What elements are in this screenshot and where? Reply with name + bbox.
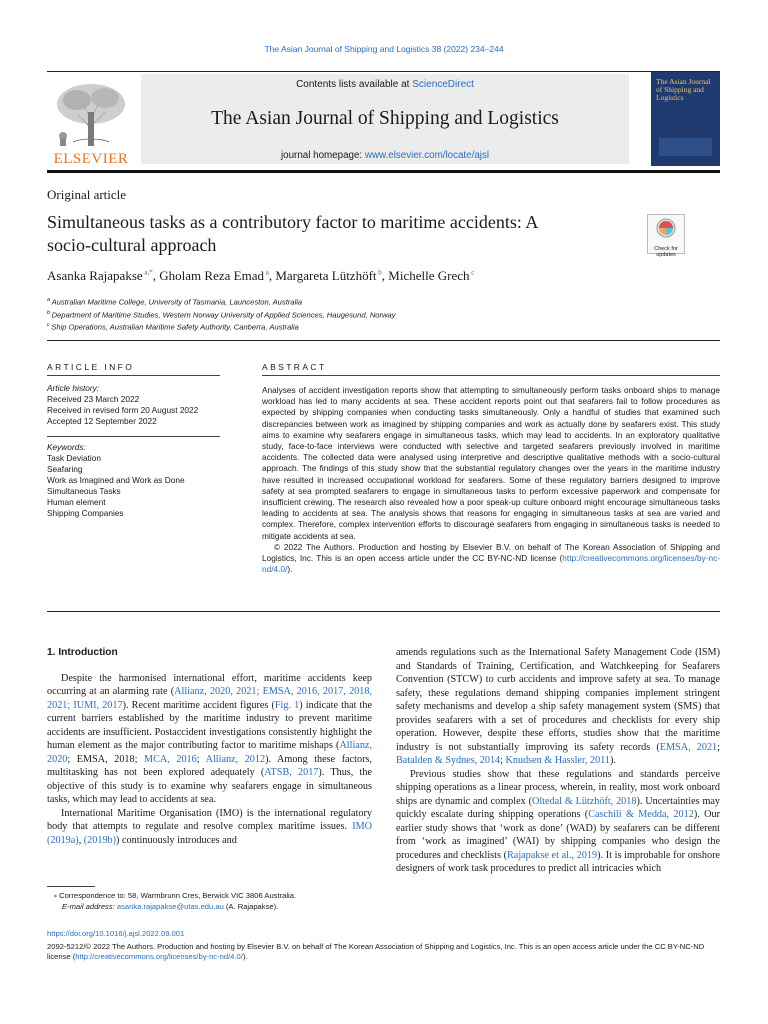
citation-link[interactable]: Knudsen & Hassler, 2011	[505, 755, 611, 766]
homepage-link[interactable]: www.elsevier.com/locate/ajsl	[364, 150, 490, 161]
issn-line	[47, 942, 720, 963]
abstract-end-rule	[47, 611, 720, 612]
keywords-block	[47, 442, 222, 519]
affiliation-marker: c	[47, 322, 52, 329]
journal-cover-thumbnail[interactable]	[651, 72, 720, 166]
keywords-list	[47, 453, 222, 519]
check-updates-icon	[648, 215, 684, 241]
footnote-star: ⁎	[54, 893, 57, 899]
left-column	[47, 646, 372, 847]
author-name[interactable]: Michelle Grech	[388, 268, 470, 283]
footer-license-link[interactable]: http://creativecommons.org/licenses/by-nc-nd/4.0/	[75, 952, 243, 961]
body-paragraph: Despite the harmonised international effort, maritime accidents keep occurring at an alarming rate (Allianz, 2020, 2021; EMSA, 2016, 2017, 2018, 2021; IUMI, 2017). Recent maritime accident figures (Fig. 1) indicate that the current barriers established by the maritime industry to prevent maritime accidents are insufficient. Postaccident investigations consistently highlight the human element as the major contributing factor to maritime mishaps (Allianz, 2020; EMSA, 2018; MCA, 2016; Allianz, 2012). Among these factors, multitasking has not been explored adequately (ATSB, 2017). Thus, the objective of this study is to examine why seafarers engage in simultaneous tasks, which may lead to accidents at sea.	[47, 672, 373, 805]
license-link[interactable]: http://creativecommons.org/licenses/by-nc-nd/4.0/	[262, 553, 720, 575]
affiliation-item	[47, 320, 396, 333]
top-rule	[47, 71, 720, 72]
keywords-label: Keywords:	[47, 442, 86, 452]
left-column-text	[47, 672, 372, 848]
abstract-text: Analyses of accident investigation reports show that attempting to simultaneously perform tasks onboard ships to manage workload has led to many accidents at sea. These accident reports point out that seafarers fail to follow procedures as expected by shipping companies when conducting tasks simultaneously. Only a handful of studies that examined such discrepancies between work as imagined by shipping companies and work as actually done by seafarers exist. This study aims to examine why seafarers engage in simultaneous tasks, which may lead to accidents. In an exploratory qualitative study, face-to-face interviews were conducted with selective and targeted seafarers previously involved in maritime accidents. The collected data were analysed using interpretive and descriptive qualitative methods with a socio-cultural approach. The findings of this study show that the substantial regulatory changes over the years in the maritime industry have resulted in increased occupational workload for seafarers. Some of these regulatory barriers designed to improve safety at sea prompted seafarers to engage in simultaneous tasks to perform excessive paperwork and compensate for insufficient crewing. The research also revealed how a poor speak-up culture onboard might encourage simultaneous tasks leading to accidents at sea. The analysis shows that reasons for engaging in simultaneous tasks at sea are varied and complex. Therefore, complex intervention efforts to discourage seafarers from engaging in simultaneous tasks is needed to mitigate accidents at sea.	[262, 385, 720, 541]
body-paragraph: amends regulations such as the International Safety Management Code (ISM) and Standards of Training, Certification, and Watchkeeping for Seafarers Convention (STCW) to curb accidents and improve safety at sea. To manage safety, these regulations demand shipping companies implement stringent safety mechanisms and develop a ship safety management system (SMS) that provides seafarers with a set of procedures and checklists for every ship operation. However, despite these efforts, studies show that the maritime industry is not substantially improving its safety records (EMSA, 2021; Batalden & Sydnes, 2014; Knudsen & Hassler, 2011).	[396, 647, 720, 766]
abstract-heading: ABSTRACT	[262, 362, 327, 372]
journal-citation[interactable]: The Asian Journal of Shipping and Logistics 38 (2022) 234–244	[264, 44, 504, 54]
correspondence-text: Correspondence to: 58, Warmbrunn Cres, Berwick VIC 3806 Australia.	[59, 891, 297, 900]
publisher-logo-text: ELSEVIER	[53, 151, 129, 167]
affiliation-text: Ship Operations, Australian Maritime Safety Authority, Canberra, Australia	[51, 322, 299, 332]
citation-link[interactable]: Allianz, 2020, 2021; EMSA, 2016, 2017, 2018, 2021; IUMI, 2017	[47, 686, 372, 711]
body-paragraph: International Maritime Organisation (IMO) is the international regulatory body that attempts to regulate and resolve complex maritime issues. IMO (2019a), (2019b)) continuously introduces and	[47, 807, 372, 846]
keyword-item: Human element	[47, 497, 106, 507]
article-title	[47, 211, 637, 257]
citation-link[interactable]: IMO (2019a)	[47, 821, 372, 846]
author-name[interactable]: Margareta Lützhöft	[275, 268, 377, 283]
keyword-item: Simultaneous Tasks	[47, 486, 121, 496]
info-divider	[47, 375, 220, 376]
affiliations	[47, 295, 396, 333]
article-type: Original article	[47, 187, 127, 202]
citation-link[interactable]: Allianz, 2020	[47, 740, 372, 765]
title-line-1: Simultaneous tasks as a contributory factor to maritime accidents: A	[47, 212, 539, 232]
author-separator: ,	[381, 268, 389, 283]
citation-link[interactable]: (2019b)	[83, 834, 117, 846]
citation-link[interactable]: ATSB, 2017	[264, 767, 319, 778]
homepage-prefix: journal homepage:	[280, 150, 365, 161]
affiliation-marker: b	[47, 309, 52, 316]
citation-link[interactable]: Oltedal & Lützhöft, 2018	[531, 795, 637, 807]
history-list	[47, 394, 222, 427]
footnote-rule	[47, 886, 95, 887]
contents-prefix: Contents lists available at	[296, 79, 413, 90]
elsevier-logo[interactable]	[47, 78, 135, 167]
affiliation-item	[47, 295, 396, 308]
affiliation-text: Australian Maritime College, University of Tasmania, Launceston, Australia	[51, 297, 303, 307]
title-line-2: socio-cultural approach	[47, 235, 217, 255]
contents-line	[141, 79, 629, 90]
author-name[interactable]: Asanka Rajapakse	[47, 268, 143, 283]
keyword-item: Shipping Companies	[47, 508, 124, 518]
abstract-divider	[262, 375, 720, 376]
author-affiliation-marker[interactable]: a,*	[142, 268, 153, 277]
keyword-item: Work as Imagined and Work as Done	[47, 475, 185, 485]
history-item: Received 23 March 2022	[47, 394, 140, 404]
check-updates-label: Check for updates	[654, 246, 678, 258]
author-list	[47, 268, 474, 284]
correspondence-note	[54, 891, 374, 902]
affiliation-text: Department of Maritime Studies, Western Norway University of Applied Sciences, Haugesund, Norway	[51, 310, 396, 320]
email-label: E-mail address:	[62, 901, 117, 911]
author-affiliation-marker[interactable]: b	[376, 268, 382, 277]
article-history	[47, 383, 222, 427]
sciencedirect-link[interactable]: ScienceDirect	[412, 79, 474, 90]
check-for-updates-button[interactable]	[647, 214, 685, 258]
author-affiliation-marker[interactable]: a	[263, 268, 269, 277]
homepage-line	[141, 150, 629, 161]
copyright-text: © 2022 The Authors. Production and hosting by Elsevier B.V. on behalf of The Korean Association of Shipping and Logistics, Inc. This is an open access article under the CC BY-NC-ND license (	[262, 541, 720, 564]
page-footer	[47, 929, 720, 963]
journal-title: The Asian Journal of Shipping and Logistics	[211, 108, 559, 129]
abstract-copyright	[262, 542, 720, 576]
article-info-heading: ARTICLE INFO	[47, 362, 135, 372]
author-name[interactable]: Gholam Reza Emad	[159, 268, 264, 283]
author-affiliation-marker[interactable]: c	[469, 268, 475, 277]
email-link[interactable]: asanka.rajapakse@utas.edu.au	[116, 901, 224, 911]
tree-icon	[47, 78, 135, 148]
email-owner: (A. Rajapakse).	[223, 901, 279, 911]
cover-title: The Asian Journal of Shipping and Logistics	[656, 77, 711, 102]
right-column	[396, 646, 720, 876]
right-column-text	[396, 646, 720, 876]
journal-header-box	[141, 74, 629, 164]
footnote	[54, 891, 374, 912]
citation-link[interactable]: Fig. 1	[274, 699, 300, 711]
citation-link[interactable]: EMSA, 2021	[659, 741, 718, 753]
doi-link[interactable]: https://doi.org/10.1016/j.ajsl.2022.09.001	[47, 929, 185, 938]
section-title-introduction: 1. Introduction	[47, 647, 118, 658]
history-item: Received in revised form 20 August 2022	[47, 405, 199, 415]
header-rule	[47, 170, 720, 173]
author-separator: ,	[268, 268, 276, 283]
keyword-item: Seafaring	[47, 464, 83, 474]
affiliation-marker: a	[47, 297, 52, 303]
keyword-item: Task Deviation	[47, 453, 101, 463]
citation-link[interactable]: Allianz, 2012	[205, 753, 266, 765]
email-note	[54, 902, 374, 913]
copyright-end: ).	[287, 564, 293, 575]
issn-text: 2092-5212/© 2022 The Authors. Production and hosting by Elsevier B.V. on behalf of The Korean Association of Shipping and Logistics, Inc. This is an open access article under the CC BY-NC-ND license (	[47, 941, 705, 961]
body-paragraph: Previous studies show that these regulations and standards perceive shipping operations as a linear process, wherein, in reality, most work onboard ships are dynamic and complex (Oltedal & Lützhöft, 2018). Uncertainties may quickly escalate during shipping operations (Caschili & Medda, 2012). Our earlier study shows that ‘work as done’ (WAD) by seafarers can be different from ‘work as imagined’ (WAI) by shipping companies who design the procedures and checklists (Rajapakse et al., 2019). It is improbable for onshore designers of work task procedures to predict all intricacies which	[396, 768, 720, 874]
history-label: Article history:	[47, 383, 100, 393]
affiliation-item	[47, 308, 396, 321]
keywords-divider	[47, 436, 220, 437]
citation-link[interactable]: MCA, 2016	[144, 753, 197, 765]
citation-link[interactable]: Rajapakse et al., 2019	[507, 849, 598, 861]
history-item: Accepted 12 September 2022	[47, 416, 157, 426]
citation-link[interactable]: Batalden & Sydnes, 2014	[396, 755, 501, 766]
abstract-body	[262, 385, 720, 575]
citation-link[interactable]: Caschili & Medda, 2012	[588, 809, 694, 820]
author-separator: ,	[152, 268, 160, 283]
issn-end: ).	[242, 952, 248, 961]
info-rule	[47, 340, 720, 341]
